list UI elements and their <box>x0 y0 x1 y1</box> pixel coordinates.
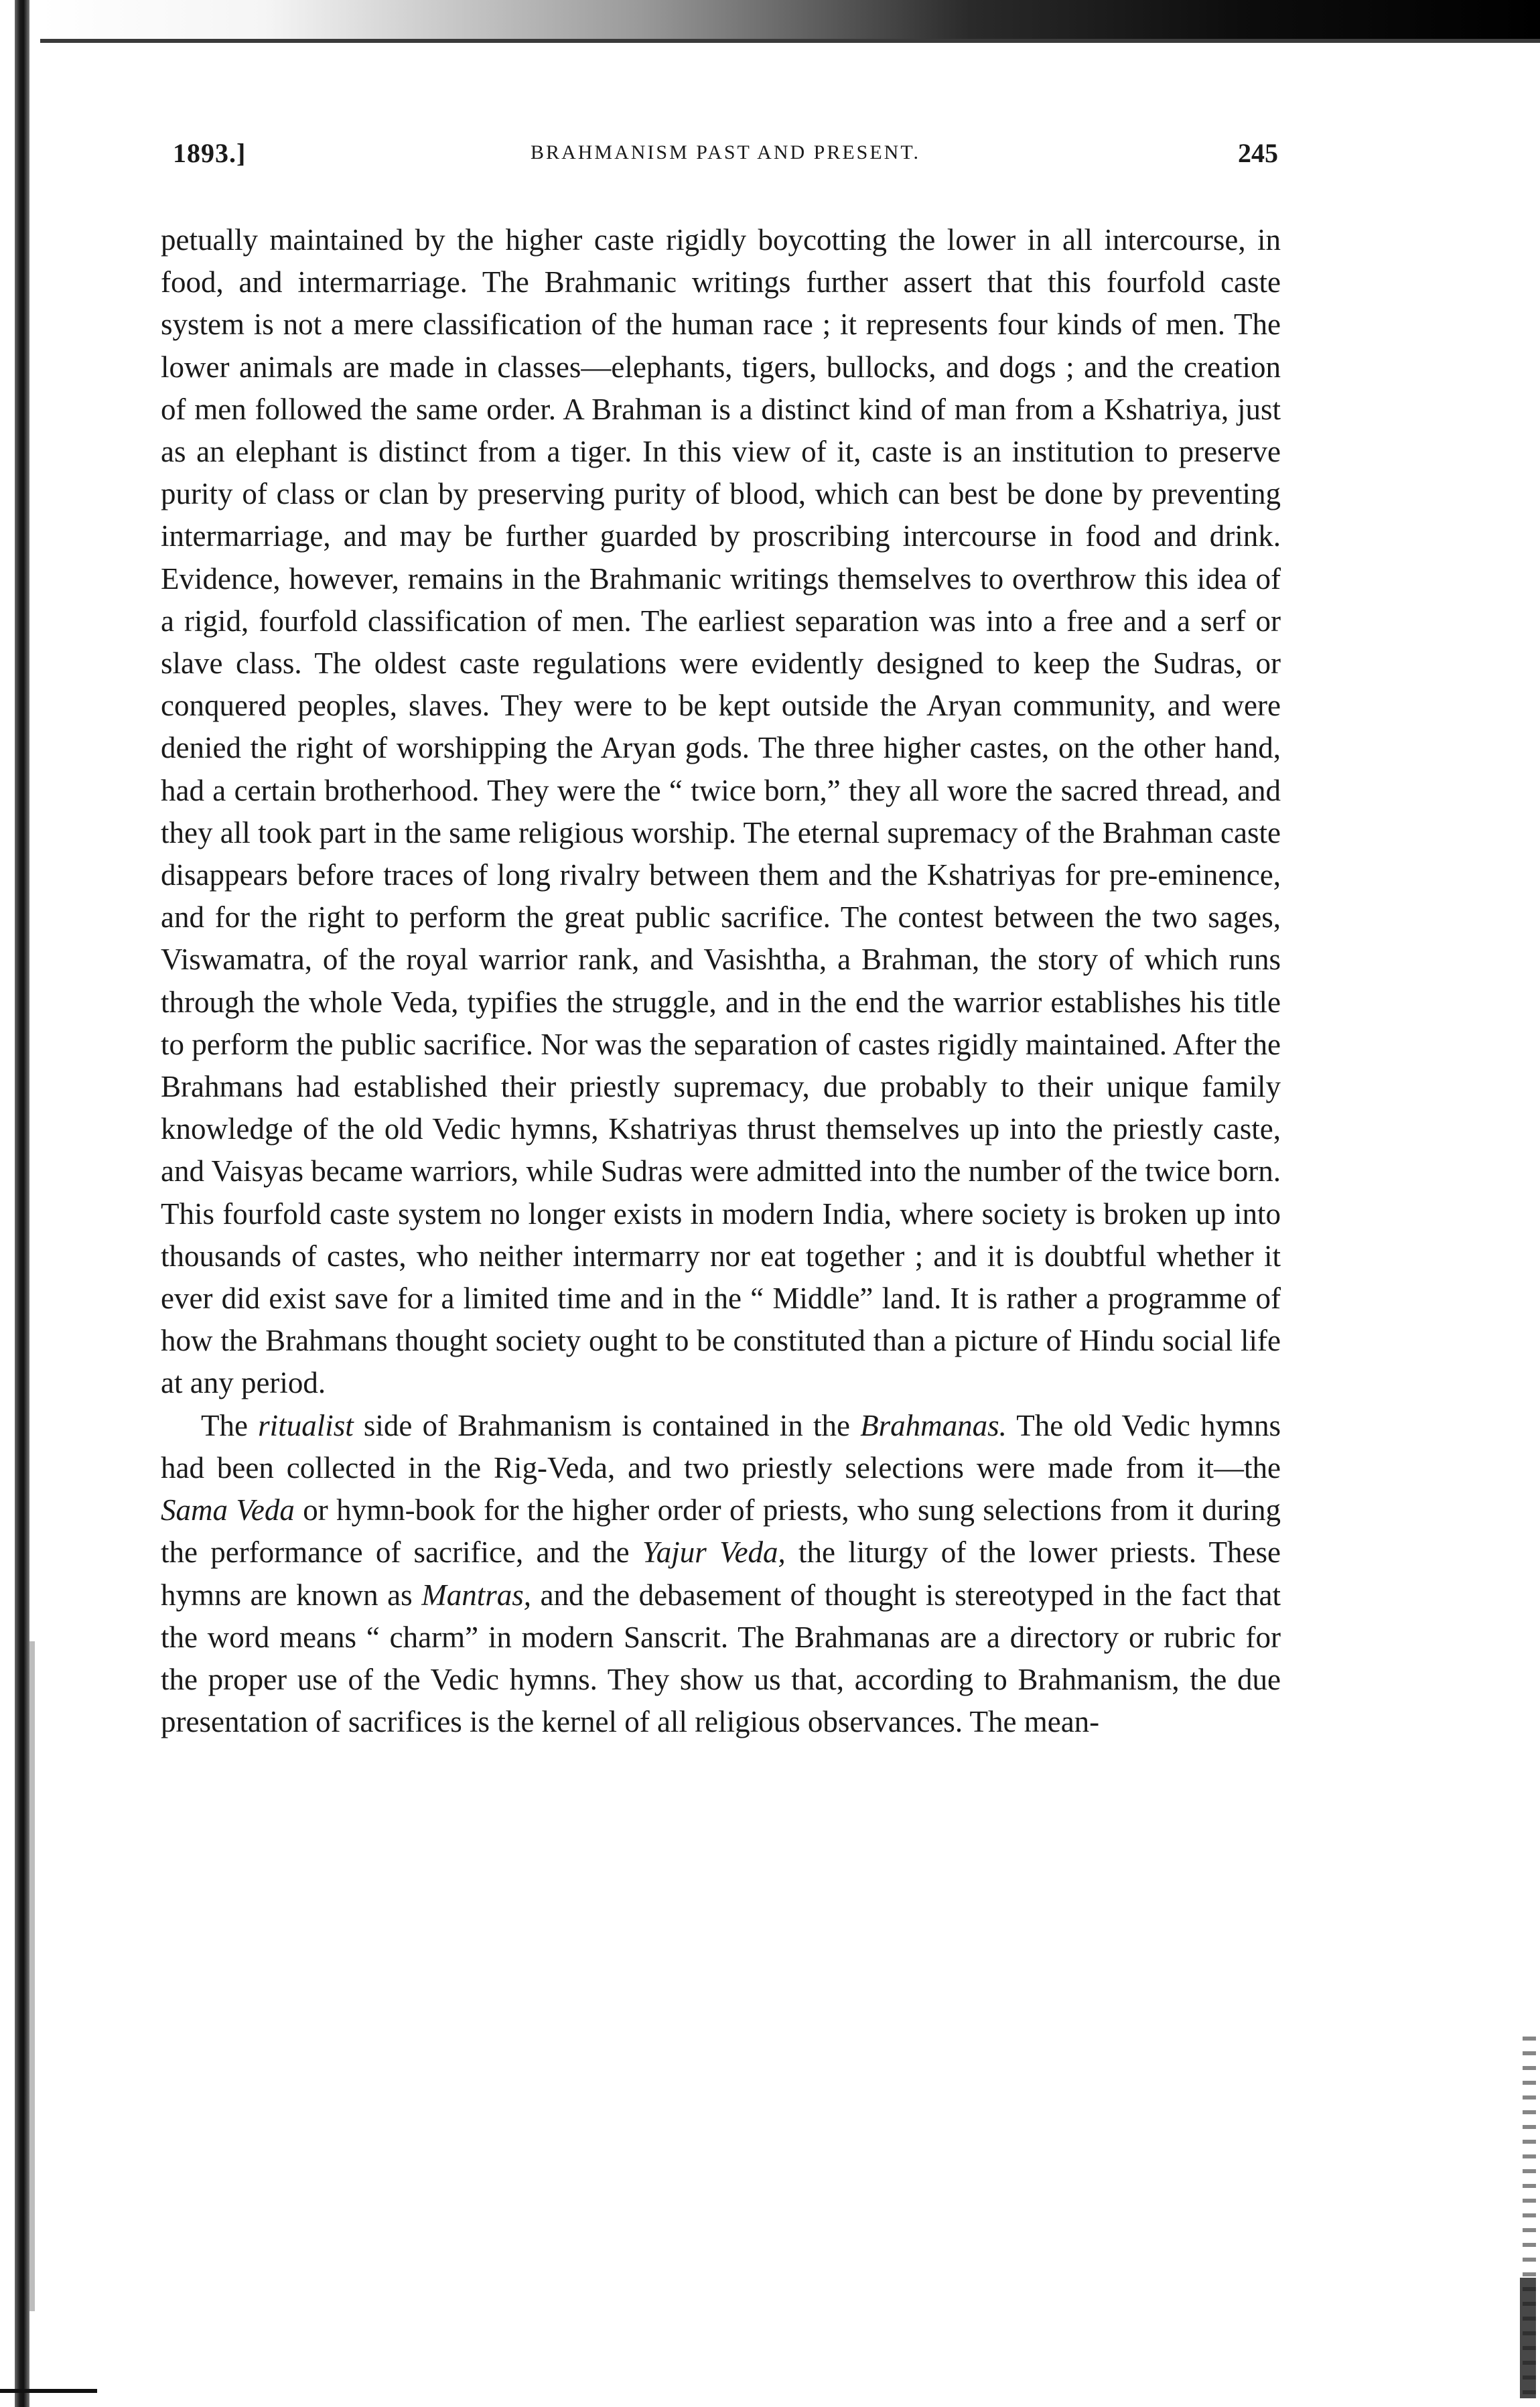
scan-border-top <box>40 0 1540 39</box>
text-run: The old Vedic hymns had been collected in the Rig-Veda, and two priestly selections were made from it—the <box>161 1408 1281 1485</box>
paragraph <box>161 219 1281 1405</box>
scan-footer-rule <box>0 2389 97 2393</box>
running-head <box>173 137 1278 178</box>
italic-text: Brahmanas. <box>860 1408 1007 1442</box>
text-run: and the debasement of thought is stereotyped in the fact that the word means “ charm” in modern Sanscrit. The Brahmanas are a directory or rubric for the proper use of the Vedic hymns. They show us that, according to Brahmanism, the due presentation of sacrifices is the kernel of all religious observances. The mean- <box>161 1578 1281 1739</box>
text-run: the liturgy of the lower priests. These hymns are known as <box>161 1535 1281 1612</box>
scan-edge-block <box>1520 2278 1536 2398</box>
running-head-title: BRAHMANISM PAST AND PRESENT. <box>531 141 920 163</box>
text-run: or hymn-book for the higher order of priests, who sung selections from it during the performance of sacrifice, and the <box>161 1493 1281 1570</box>
paragraph <box>161 1405 1281 1744</box>
text-run: petually maintained by the higher caste rigidly boycotting the lower in all intercourse, in food, and intermarriage. The Brahmanic writings further assert that this fourfold caste system is not a mere classification of the human race ; it represents four kinds of men. The lower animals are made in classes—elephants, tigers, bullocks, and dogs ; and the creation of men followed the same order. A Brahman is a distinct kind of man from a Kshatriya, just as an elephant is distinct from a tiger. In this view of it, caste is an institution to preserve purity of class or clan by preserving purity of blood, which can best be done by preventing intermarriage, and may be further guarded by proscribing intercourse in food and drink. Evidence, however, remains in the Brahmanic writings themselves to overthrow this idea of a rigid, fourfold classification of men. The earliest separation was into a free and a serf or slave class. The oldest caste regulations were evidently designed to keep the Sudras, or conquered peoples, slaves. They were to be kept outside the Aryan community, and were denied the right of worshipping the Aryan gods. The three higher castes, on the other hand, had a certain brotherhood. They were the “ twice born,” they all wore the sacred thread, and they all took part in the same religious worship. The eternal supremacy of the Brahman caste disappears before traces of long rivalry between them and the Kshatriyas for pre-eminence, and for the right to perform the great public sacrifice. The contest between the two sages, Viswamatra, of the royal warrior rank, and Vasishtha, a Brahman, the story of which runs through the whole Veda, typifies the struggle, and in the end the warrior establishes his title to perform the public sacrifice. Nor was the separation of castes rigidly maintained. After the Brahmans had established their priestly supremacy, due probably to their unique family knowledge of the old Vedic hymns, Kshatriyas thrust themselves up into the priestly caste, and Vaisyas became warriors, while Sudras were admitted into the number of the twice born. This fourfold caste system no longer exists in modern India, where society is broken up into thousands of castes, who neither intermarry nor eat together ; and it is doubtful whether it ever did exist save for a limited time and in the “ Middle” land. It is rather a programme of how the Brahmans thought society ought to be constituted than a picture of Hindu social life at any period. <box>161 223 1281 1400</box>
italic-text: ritualist <box>258 1408 354 1442</box>
text-run: The <box>201 1408 259 1442</box>
italic-text: Mantras, <box>421 1578 531 1612</box>
italic-text: Sama Veda <box>161 1493 295 1527</box>
body-text <box>161 219 1281 1743</box>
page-number: 245 <box>1238 138 1278 168</box>
italic-text: Yajur Veda, <box>642 1535 786 1570</box>
text-run: side of Brahmanism is contained in the <box>353 1408 861 1442</box>
scan-border-left-shadow <box>29 1641 35 2311</box>
running-head-year: 1893.] <box>173 138 247 168</box>
scan-border-left <box>15 0 29 2407</box>
